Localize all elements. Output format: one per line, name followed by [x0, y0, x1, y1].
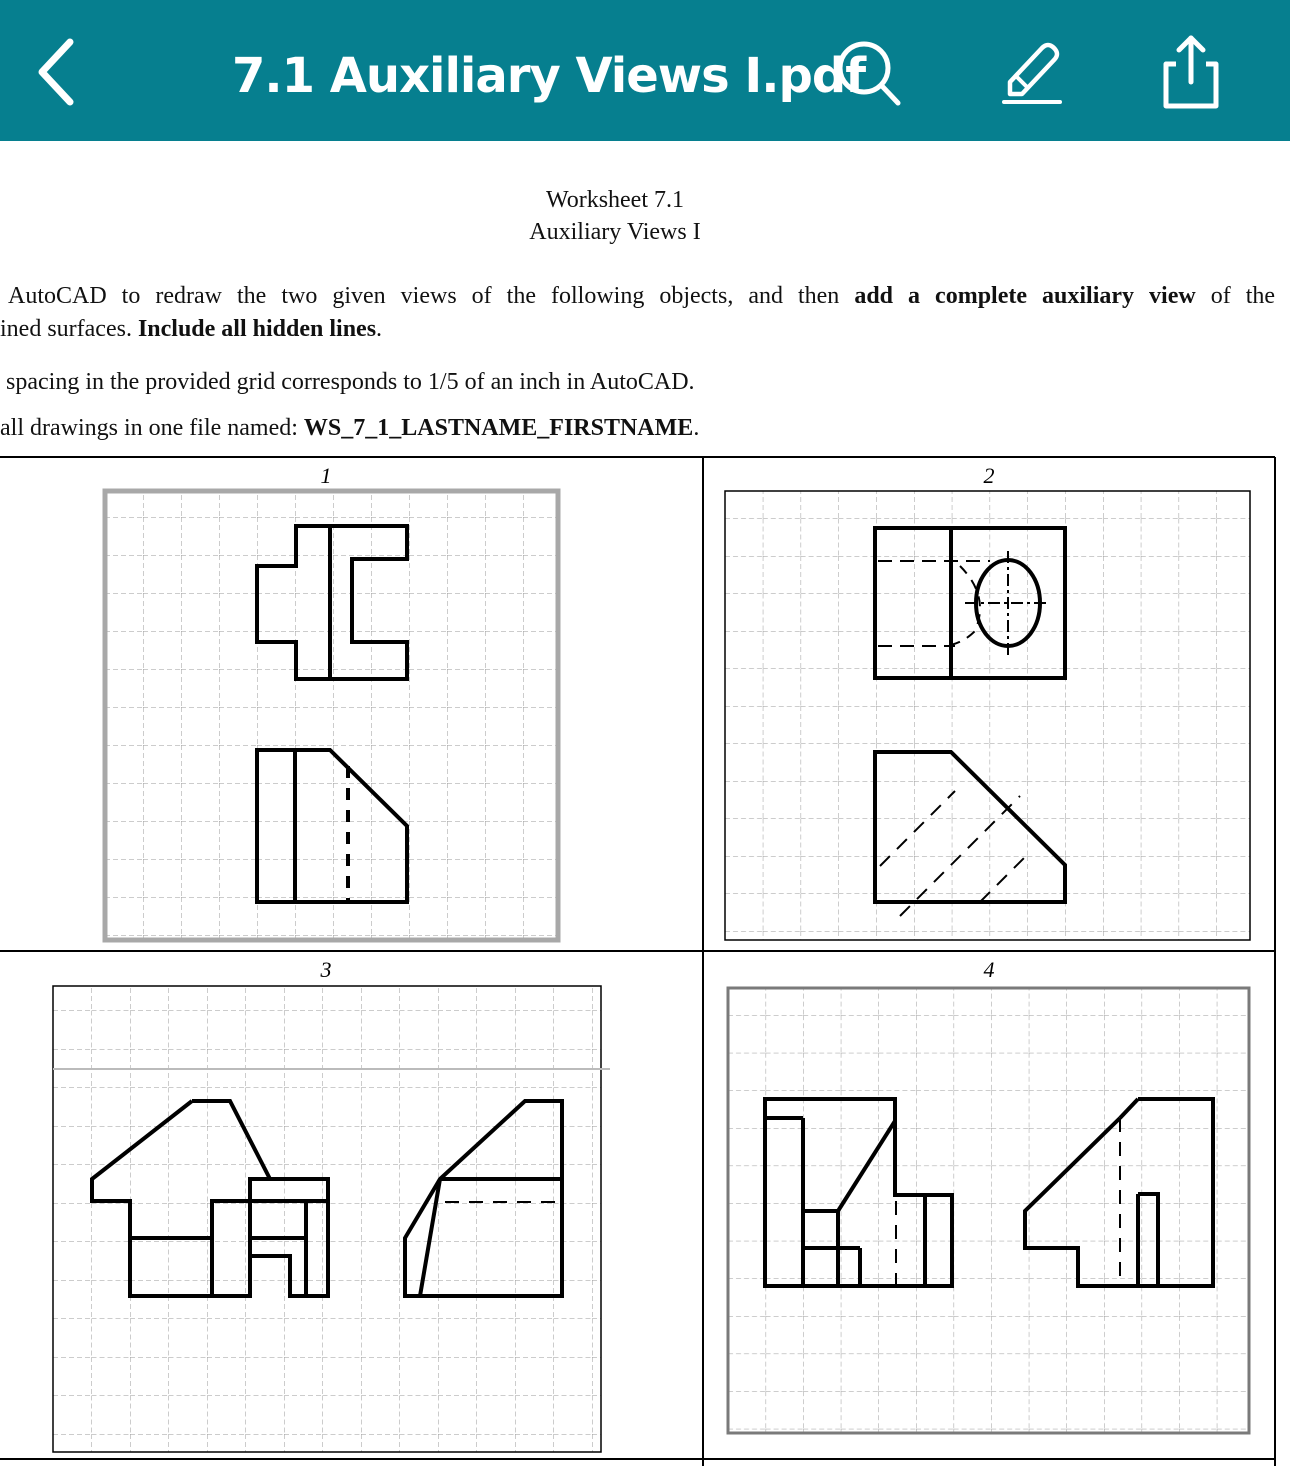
back-button[interactable]: [22, 30, 92, 110]
panel-label: 2: [983, 463, 995, 488]
search-button[interactable]: [828, 28, 908, 118]
instruction-line-1: AutoCAD to redraw the two given views of the following objects, and then add a complete auxiliary view of the: [8, 283, 1276, 309]
instruction-line-4: all drawings in one file named: WS_7_1_LASTNAME_FIRSTNAME.: [0, 415, 700, 441]
panel-label: 3: [320, 957, 332, 982]
magnifier-icon: [828, 28, 908, 118]
instruction-line-3: spacing in the provided grid corresponds to 1/5 of an inch in AutoCAD.: [6, 369, 695, 395]
pdf-page[interactable]: [0, 141, 1290, 1466]
worksheet-heading: Worksheet 7.1: [545, 187, 685, 213]
panel-label: 4: [983, 957, 995, 982]
share-icon: [1150, 28, 1230, 118]
instruction-line-2: ined surfaces. Include all hidden lines.: [0, 316, 383, 342]
panel-3: [53, 957, 610, 1452]
share-button[interactable]: [1150, 28, 1230, 118]
worksheet-subheading: Auxiliary Views I: [529, 219, 701, 245]
chevron-left-icon: [22, 30, 92, 110]
panel-4: [728, 957, 1249, 1433]
panel-1: [105, 463, 558, 940]
markup-button[interactable]: [990, 28, 1070, 118]
panel-label: 1: [320, 463, 332, 488]
pencil-highlighter-icon: [990, 28, 1070, 118]
panel-2: [725, 463, 1250, 940]
drawings-table: [0, 456, 1290, 1466]
grid: [725, 491, 1250, 940]
document-title: 7.1 Auxiliary Views I.pdf: [232, 48, 866, 104]
toolbar: [0, 0, 1290, 141]
